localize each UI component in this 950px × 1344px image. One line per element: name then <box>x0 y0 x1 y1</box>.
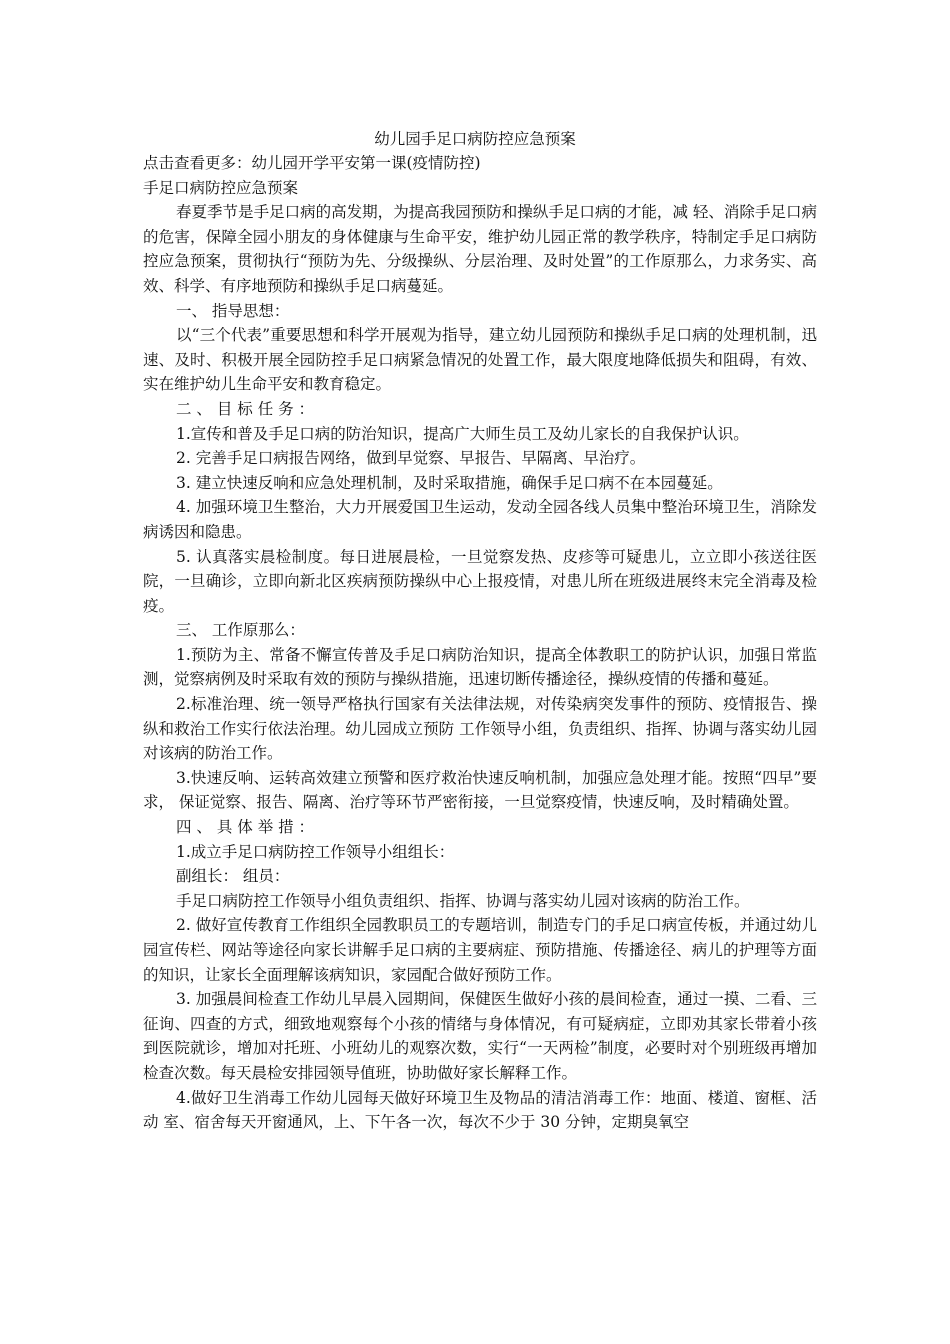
paragraph: 以“三个代表”重要思想和科学开展观为指导，建立幼儿园预防和操纵手足口病的处理机制，迅速、及时、积极开展全园防控手足口病紧急情况的处置工作，最大限度地降低损失和阻碍，有效、实在维护幼儿生命平安和教育稳定。 <box>143 326 817 394</box>
list-item: 1.宣传和普及手足口病的防治知识，提高广大师生员工及幼儿家长的自我保护认识。 <box>176 424 749 443</box>
section-heading-measures: 四 、 具 体 举 措 ： <box>176 818 315 837</box>
list-item: 3.快速反响、运转高效建立预警和医疗救治快速反响机制，加强应急处理才能。按照“四早”要求， 保证觉察、报告、隔离、治疗等环节严密衔接，一旦觉察疫情，快速反响，及时精确处置。 <box>143 768 817 812</box>
document-title: 幼儿园手足口病防控应急预案 <box>374 130 576 148</box>
list-item: 3. 建立快速反响和应急处理机制，及时采取措施，确保手足口病不在本园蔓延。 <box>176 473 723 492</box>
more-link[interactable]: 点击查看更多：幼儿园开学平安第一课(疫情防控) <box>143 154 481 172</box>
intro-paragraph: 春夏季节是手足口病的高发期，为提高我园预防和操纵手足口病的才能，减 轻、消除手足口病的危害，保障全园小朋友的身体健康与生命平安，维护幼儿园正常的教学秩序，特制定手足口病防控应急预案，贯彻执行“预防为先、分级操纵、分层治理、及时处置”的工作原那么，力求务实、高效、科学、有序地预防和操纵手足口病蔓延。 <box>143 203 817 295</box>
list-item: 1.预防为主、常备不懈宣传普及手足口病防治知识，提高全体教职工的防护认识，加强日常监测，觉察病例及时采取有效的预防与操纵措施，迅速切断传播途径，操纵疫情的传播和蔓延。 <box>143 645 817 689</box>
paragraph: 副组长： 组员： <box>176 867 290 886</box>
paragraph: 手足口病防控工作领导小组负责组织、指挥、协调与落实幼儿园对该病的防治工作。 <box>176 891 750 910</box>
list-item: 4. 加强环境卫生整治，大力开展爱国卫生运动，发动全园各线人员集中整治环境卫生，消除发病诱因和隐患。 <box>143 498 817 541</box>
document-body <box>143 151 817 1135</box>
list-item: 4.做好卫生消毒工作幼儿园每天做好环境卫生及物品的清洁消毒工作：地面、楼道、窗框、活动 室、宿舍每天开窗通风，上、下午各一次，每次不少于 30 分钟，定期臭氧空 <box>143 1088 817 1132</box>
list-item: 1.成立手足口病防控工作领导小组组长： <box>176 842 455 861</box>
section-heading-principles: 三、 工作原那么： <box>176 621 305 640</box>
section-heading-objectives: 二 、 目 标 任 务 ： <box>176 399 315 418</box>
list-item: 2. 完善手足口病报告网络，做到早觉察、早报告、早隔离、早治疗。 <box>176 449 646 468</box>
section-heading-guiding-ideology: 一、 指导思想： <box>176 301 290 320</box>
list-item: 2. 做好宣传教育工作组织全园教职员工的专题培训，制造专门的手足口病宣传板，并通过幼儿园宣传栏、网站等途径向家长讲解手足口病的主要病症、预防措施、传播途径、病儿的护理等方面的知识，让家长全面理解该病知识，家园配合做好预防工作。 <box>143 916 817 984</box>
document-subtitle: 手足口病防控应急预案 <box>143 178 299 197</box>
list-item: 2.标准治理、统一领导严格执行国家有关法律法规，对传染病突发事件的预防、疫情报告、操纵和救治工作实行依法治理。幼儿园成立预防 工作领导小组，负责组织、指挥、协调与落实幼儿园对该病的防治工作。 <box>143 695 817 763</box>
list-item: 3. 加强晨间检查工作幼儿早晨入园期间，保健医生做好小孩的晨间检查，通过一摸、二看、三征询、四查的方式，细致地观察每个小孩的情绪与身体情况，有可疑病症，立即劝其家长带着小孩到医院就诊，增加对托班、小班幼儿的观察次数，实行“一天两检”制度，必要时对个别班级再增加检查次数。每天晨检安排园领导值班，协助做好家长解释工作。 <box>143 990 817 1082</box>
list-item: 5. 认真落实晨检制度。每日进展晨检，一旦觉察发热、皮疹等可疑患儿，立立即小孩送往医院，一旦确诊，立即向新北区疾病预防操纵中心上报疫情，对患儿所在班级进展终末完全消毒及检疫。 <box>143 547 817 615</box>
